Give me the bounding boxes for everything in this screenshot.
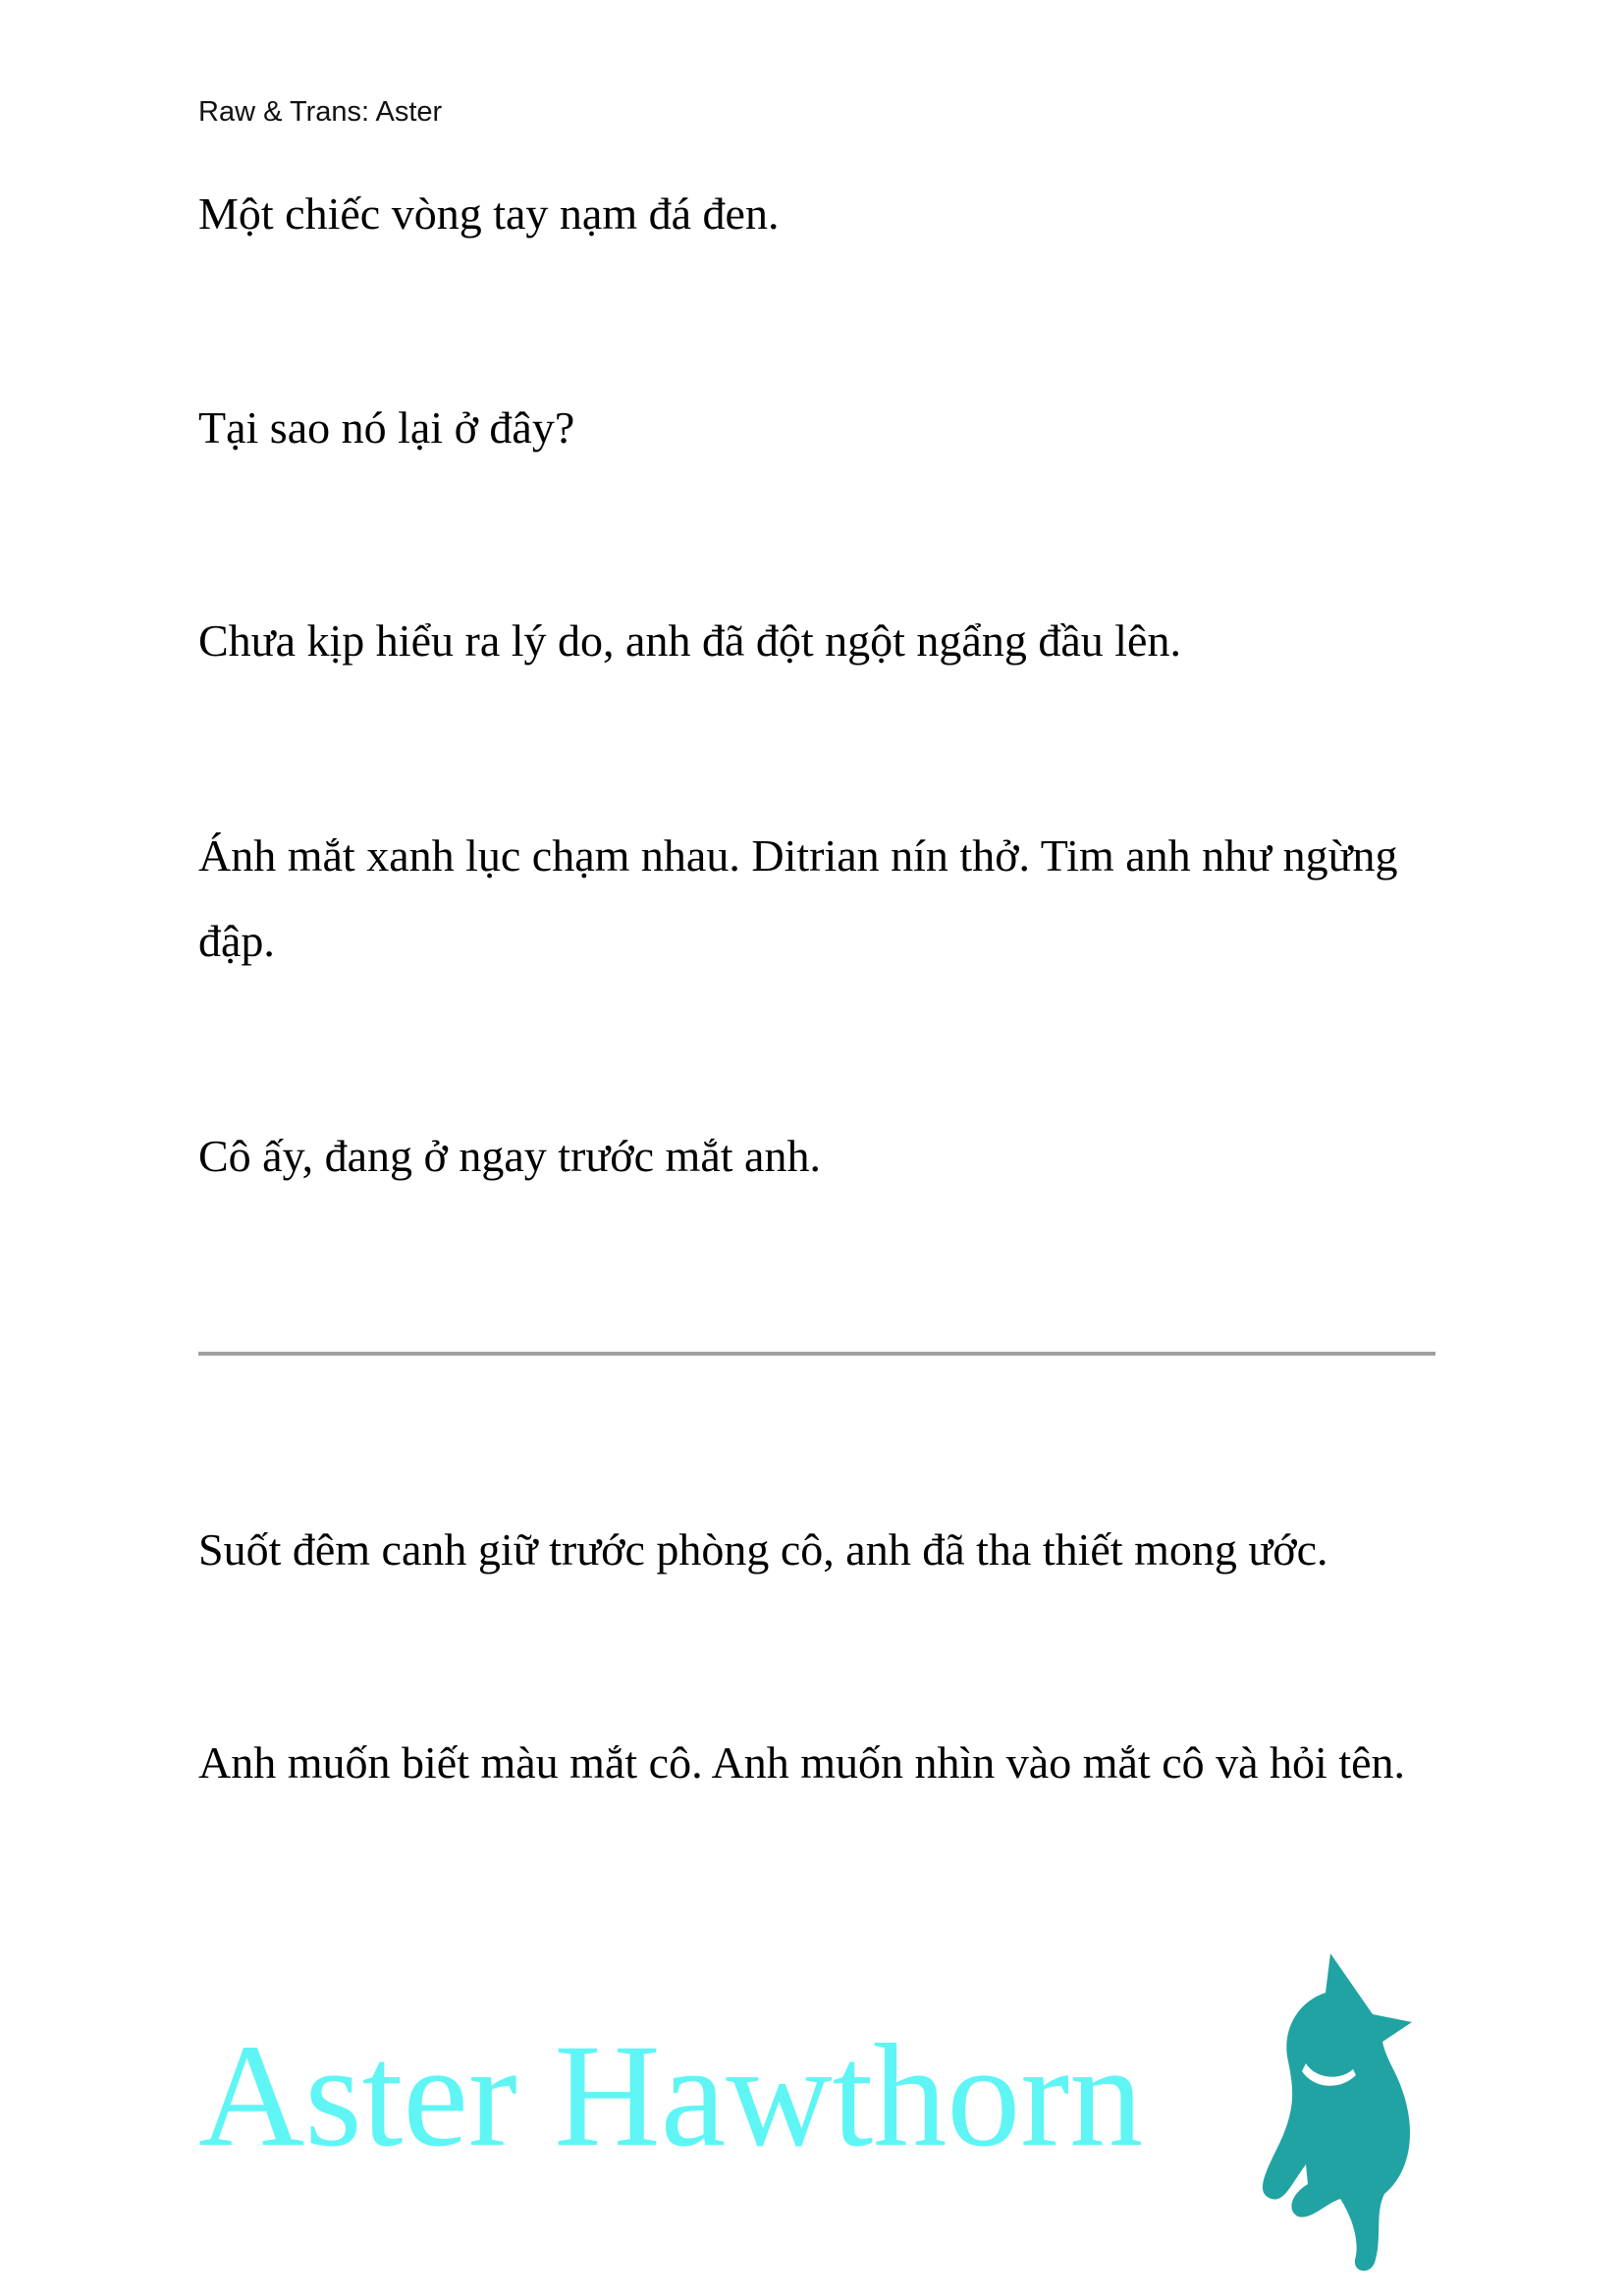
translator-credit: Raw & Trans: Aster — [198, 96, 443, 128]
paragraph: Cô ấy, đang ở ngay trước mắt anh. — [198, 1131, 821, 1181]
paragraph: Tại sao nó lại ở đây? — [198, 402, 575, 453]
cat-silhouette-icon — [1237, 1953, 1448, 2272]
watermark: Aster Hawthorn — [198, 2014, 1144, 2177]
paragraph: Một chiếc vòng tay nạm đá đen. — [198, 188, 780, 239]
paragraph: Suốt đêm canh giữ trước phòng cô, anh đã tha thiết mong ước. — [198, 1524, 1328, 1575]
paragraph: Ánh mắt xanh lục chạm nhau. Ditrian nín thở. Tim anh như ngừng đập. — [198, 830, 1398, 966]
paragraph: Anh muốn biết màu mắt cô. Anh muốn nhìn vào mắt cô và hỏi tên. — [198, 1737, 1406, 1788]
section-divider — [198, 1352, 1435, 1356]
paragraph: Chưa kịp hiểu ra lý do, anh đã đột ngột ngẩng đầu lên. — [198, 615, 1181, 666]
